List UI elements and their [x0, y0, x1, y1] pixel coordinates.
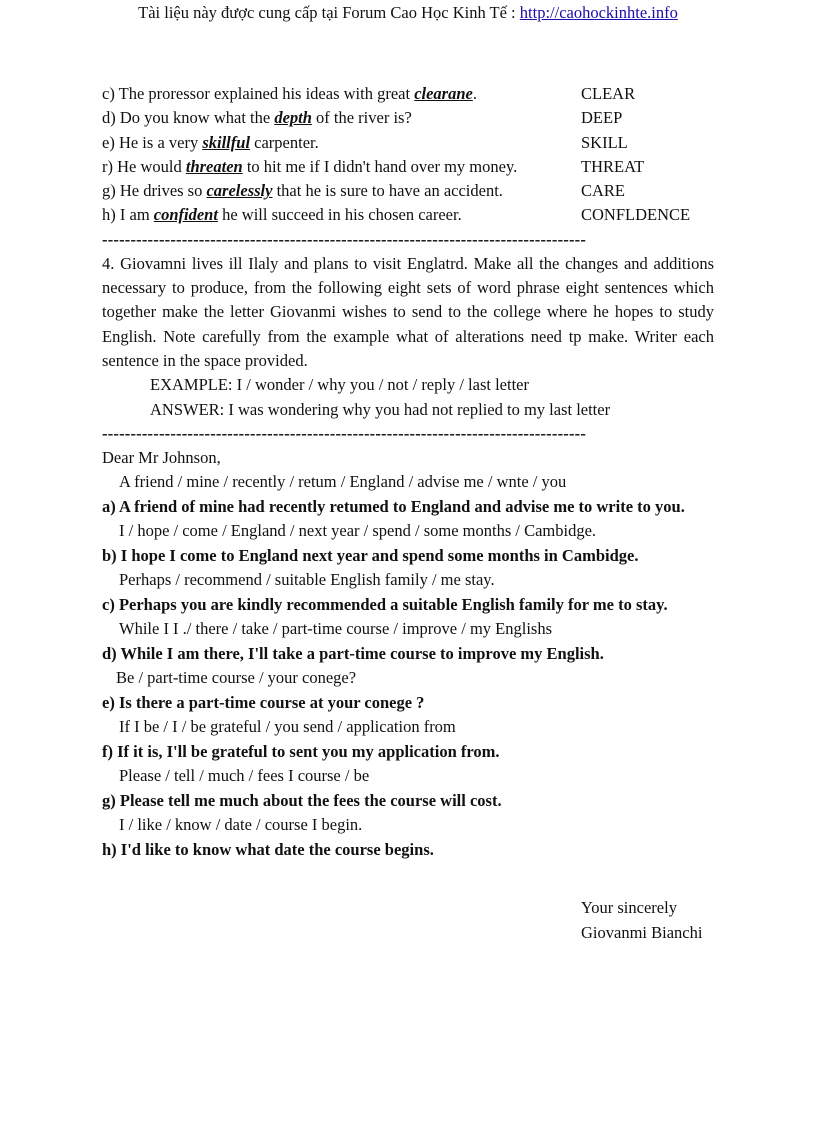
- letter-cue: Please / tell / much / fees I course / be: [119, 766, 370, 786]
- separator-line: -------------------------------------------------------------------------------------: [102, 229, 587, 249]
- exercise-3-item: [102, 179, 714, 203]
- letter-signature: Giovanmi Bianchi: [581, 922, 703, 942]
- exercise-3-list: [102, 82, 714, 228]
- item-text-after: of the river is?: [311, 108, 412, 128]
- letter-cue: A friend / mine / recently / retum / England / advise me / wnte / you: [119, 472, 567, 492]
- letter-answer: h) I'd like to know what date the course begins.: [102, 839, 434, 859]
- item-text-before: e) He is a very: [102, 132, 203, 152]
- exercise-3-item: [102, 131, 714, 155]
- exercise-3-item: [102, 82, 714, 106]
- item-answer-word: depth: [274, 108, 312, 128]
- item-root-word: CONFLDENCE: [581, 205, 691, 225]
- letter-answer: e) Is there a part-time course at your conege ?: [102, 692, 425, 712]
- item-answer-word: clearane: [414, 84, 473, 103]
- letter-signoff: [581, 896, 702, 945]
- item-text-before: h) I am: [102, 205, 154, 225]
- document-body: [102, 82, 714, 862]
- letter-cue: I / like / know / date / course I begin.: [119, 815, 363, 835]
- item-text-after: he will succeed in his chosen career.: [217, 205, 462, 225]
- exercise-3-item: [102, 155, 714, 179]
- item-text-after: that he is sure to have an accident.: [272, 181, 503, 201]
- item-answer-word: confident: [153, 205, 218, 225]
- separator-line: -------------------------------------------------------------------------------------: [102, 423, 587, 443]
- exercise-3-item: [102, 203, 714, 227]
- item-text-after: carpenter.: [250, 132, 319, 152]
- page-header: [0, 3, 816, 23]
- item-text-after: .: [472, 84, 477, 103]
- exercise-4-instructions: 4. Giovamni lives ill Ilaly and plans to visit Englatrd. Make all the changes and additions necessary to produce, from the following eight sets of word phrase eight sentences which together make the letter Giovanmi wishes to send to the college where he hopes to study English. Note carefully from the example what of alterations need tp make. Writer each sentence in the space provided.: [102, 253, 714, 370]
- letter-closing: Your sincerely: [581, 898, 677, 917]
- letter-answer: f) If it is, I'll be grateful to sent you my application from.: [102, 741, 500, 761]
- letter-answer: c) Perhaps you are kindly recommended a suitable English family for me to stay.: [102, 594, 668, 614]
- item-text-before: r) He would: [102, 156, 186, 176]
- letter-answer: a) A friend of mine had recently retumed to England and advise me to write to you.: [102, 496, 685, 516]
- letter-cue: Perhaps / recommend / suitable English family / me stay.: [119, 570, 495, 590]
- letter-cue: If I be / I / be grateful / you send / application from: [119, 717, 456, 737]
- header-text: Tài liệu này được cung cấp tại Forum Cao Học Kinh Tế :: [138, 3, 520, 22]
- item-text-after: to hit me if I didn't hand over my money.: [242, 156, 518, 176]
- letter-cue: I / hope / come / England / next year / spend / some months / Cambidge.: [119, 521, 597, 541]
- item-answer-word: skillful: [202, 132, 251, 152]
- item-root-word: SKILL: [581, 132, 628, 152]
- item-root-word: CLEAR: [581, 84, 636, 103]
- letter-cue: While I I ./ there / take / part-time course / improve / my Englishs: [119, 619, 553, 639]
- header-link[interactable]: http://caohockinhte.info: [519, 3, 678, 22]
- item-text-before: d) Do you know what the: [102, 108, 275, 128]
- item-answer-word: threaten: [185, 156, 243, 176]
- item-root-word: DEEP: [581, 108, 623, 128]
- letter-answer: d) While I am there, I'll take a part-time course to improve my English.: [102, 643, 604, 663]
- letter-cue: Be / part-time course / your conege?: [116, 668, 357, 688]
- item-root-word: CARE: [581, 181, 626, 201]
- letter-answer: g) Please tell me much about the fees the course will cost.: [102, 790, 502, 810]
- item-text-before: c) The proressor explained his ideas with great: [102, 84, 415, 103]
- exercise-4-example: EXAMPLE: I / wonder / why you / not / reply / last letter: [150, 375, 529, 395]
- exercise-4-example-answer: ANSWER: I was wondering why you had not replied to my last letter: [150, 399, 611, 419]
- letter-greeting: Dear Mr Johnson,: [102, 447, 221, 467]
- item-root-word: THREAT: [581, 156, 645, 176]
- exercise-3-item: [102, 106, 714, 130]
- item-text-before: g) He drives so: [102, 181, 207, 201]
- letter-answer: b) I hope I come to England next year and spend some months in Cambidge.: [102, 545, 639, 565]
- item-answer-word: carelessly: [206, 181, 273, 201]
